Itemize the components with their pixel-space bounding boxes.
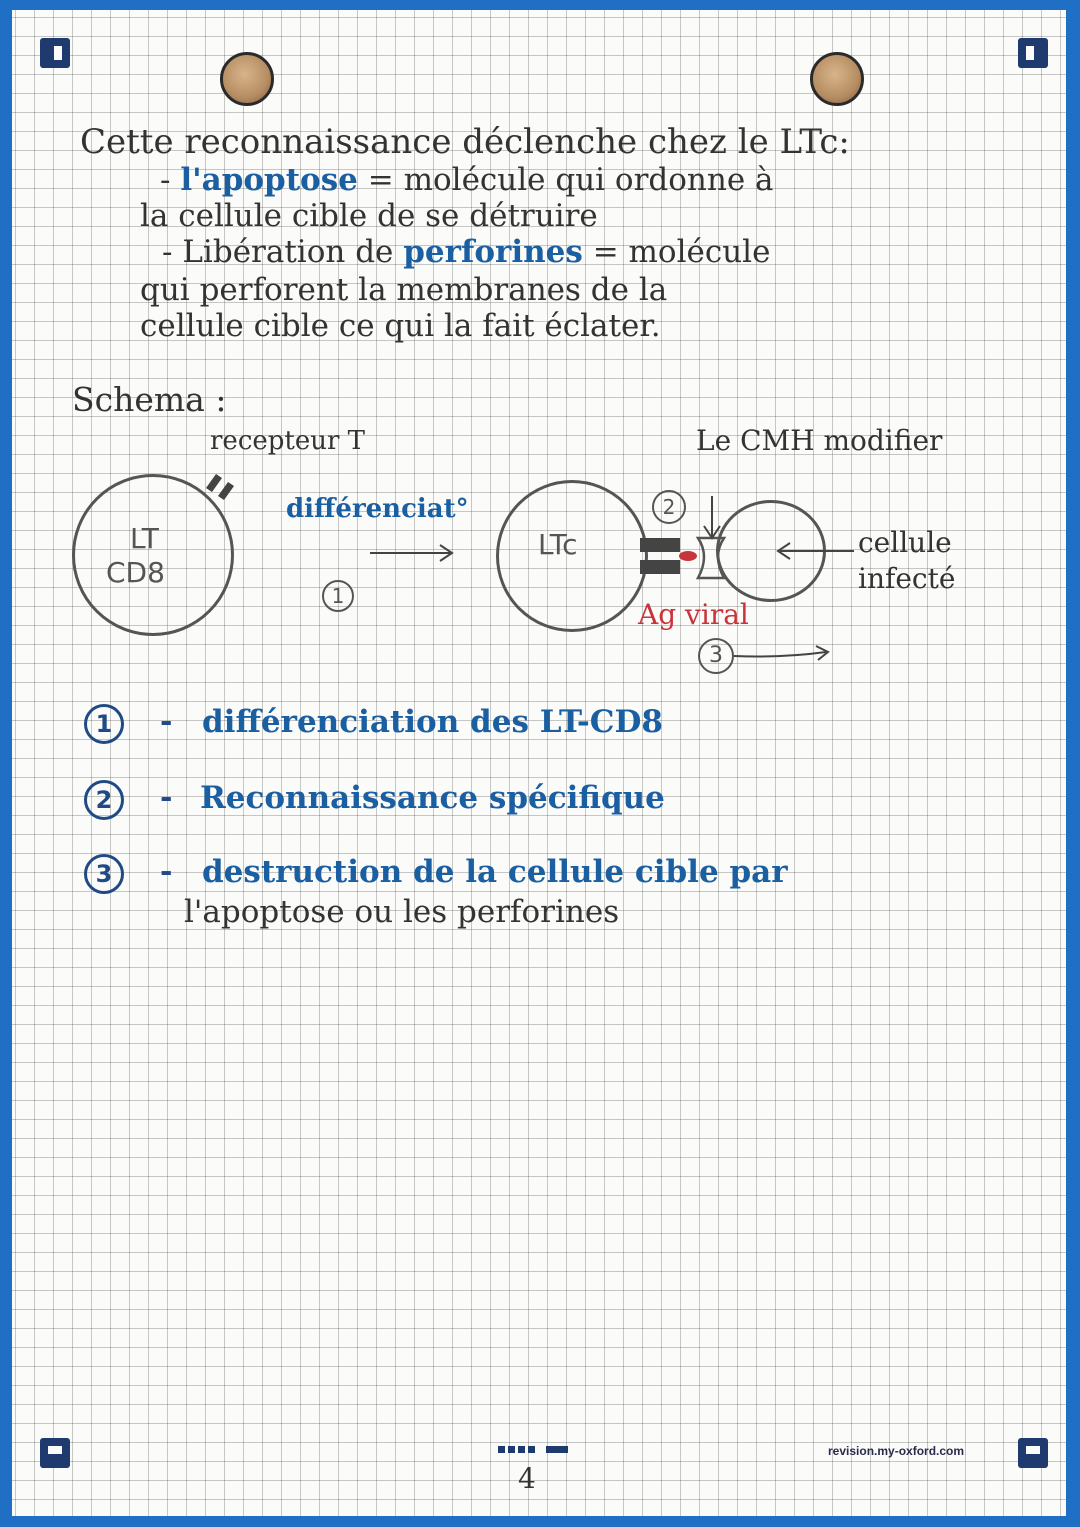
legend-1-dash: -: [160, 704, 173, 739]
legend-1-marker: 1: [84, 704, 124, 744]
label-infecte: infecté: [858, 562, 956, 595]
punch-hole-right-icon: [810, 52, 864, 106]
dash: -: [160, 162, 171, 198]
schema-heading: Schema :: [72, 380, 227, 419]
def-perforines: = molécule: [592, 234, 771, 270]
dash: -: [162, 234, 173, 270]
legend-3-dash: -: [160, 854, 173, 889]
label-cmh-modifier: Le CMH modifier: [696, 424, 943, 457]
label-recepteur-t: recepteur T: [210, 426, 366, 456]
legend-2-dash: -: [160, 780, 173, 815]
legend-2-marker: 2: [84, 780, 124, 820]
label-differenciation: différenciat°: [286, 494, 469, 524]
footer-url: revision.my-oxford.com: [828, 1444, 965, 1458]
label-cellule: cellule: [858, 526, 952, 559]
legend-3-text: destruction de la cellule cible par: [202, 854, 788, 890]
cell-ltc-label: LTc: [538, 528, 578, 561]
notes-line-1: Cette reconnaissance déclenche chez le LTc:: [80, 122, 850, 162]
receptor-t-icon: [198, 466, 248, 516]
notes-item-apoptose-cont: la cellule cible de se détruire: [140, 198, 598, 234]
cell-lt-label: LT: [130, 522, 159, 555]
legend-3-marker: 3: [84, 854, 124, 894]
legend-3-text-cont: l'apoptose ou les perforines: [184, 894, 620, 930]
legend-1-text: différenciation des LT-CD8: [202, 704, 663, 740]
step-3-marker: 3: [698, 638, 734, 674]
punch-hole-left-icon: [220, 52, 274, 106]
arrow-left-icon: [776, 540, 856, 562]
corner-marker-top-left-icon: [40, 38, 70, 68]
arrow-right-small-icon: [732, 644, 832, 664]
page-progress-icon: [498, 1444, 578, 1456]
notes-item-perforines-cont-2: cellule cible ce qui la fait éclater.: [140, 308, 661, 344]
cell-cd8-label: CD8: [106, 556, 165, 589]
corner-marker-bottom-right-icon: [1018, 1438, 1048, 1468]
term-perforines: perforines: [403, 234, 583, 270]
legend-2-text: Reconnaissance spécifique: [200, 780, 665, 816]
notes-item-apoptose: [160, 162, 774, 198]
term-pre: Libération de: [182, 234, 394, 270]
term-apoptose: l'apoptose: [180, 162, 358, 198]
corner-marker-bottom-left-icon: [40, 1438, 70, 1468]
page-number: 4: [518, 1462, 536, 1495]
notes-item-perforines-cont-1: qui perforent la membranes de la: [140, 272, 668, 308]
step-1-marker: 1: [322, 580, 354, 612]
step-2-marker: 2: [652, 490, 686, 524]
notebook-page: [12, 10, 1066, 1516]
label-ag-viral: Ag viral: [638, 598, 749, 631]
def-apoptose: = molécule qui ordonne à: [367, 162, 774, 198]
notes-item-perforines: [162, 234, 770, 270]
arrow-right-icon: [368, 540, 458, 566]
corner-marker-top-right-icon: [1018, 38, 1048, 68]
